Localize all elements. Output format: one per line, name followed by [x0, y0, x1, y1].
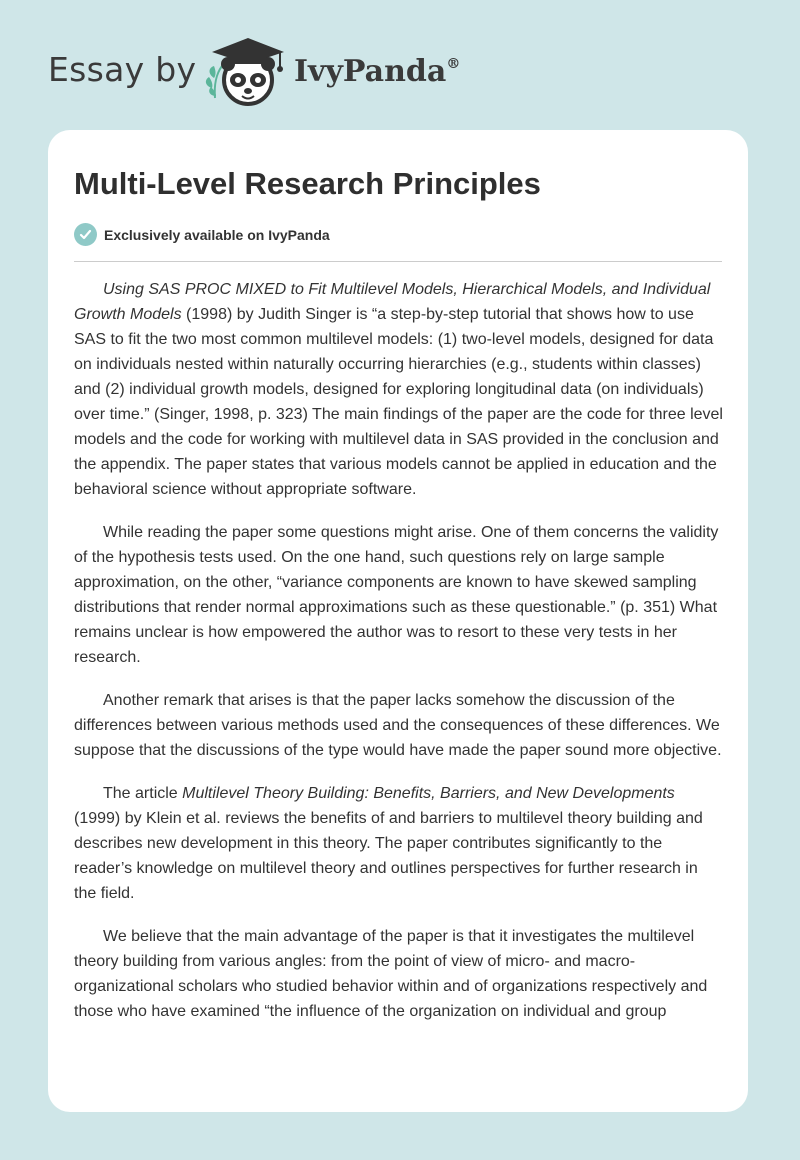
paragraph-4-text: (1999) by Klein et al. reviews the benefits of and barriers to multilevel theory building and describes new development in this theory. The paper contributes significantly to the reader’s knowledge on multilevel theory and outlines perspectives for further research in the field. — [74, 810, 703, 902]
paragraph-3: Another remark that arises is that the paper lacks somehow the discussion of the differences between various methods used and the consequences of these differences. We suppose that the discussions of the type would have made the paper sound more objective. — [74, 692, 722, 759]
paragraph-1 — [74, 277, 724, 502]
brand-prefix: Essay by — [48, 50, 197, 89]
panda-graduation-cap-logo-icon[interactable] — [200, 34, 292, 108]
paragraph-4 — [74, 781, 724, 906]
exclusive-badge — [74, 223, 330, 246]
divider — [74, 261, 722, 262]
paragraph-1-title: Using SAS PROC MIXED to Fit Multilevel Models, Hierarchical Models, and Individual Growth Models — [74, 281, 711, 323]
page-title: Multi-Level Research Principles — [74, 166, 541, 201]
badge-text: Exclusively available on IvyPanda — [104, 226, 330, 243]
registered-mark: ® — [446, 56, 461, 72]
paragraph-2: While reading the paper some questions might arise. One of them concerns the validity of the hypothesis tests used. On the one hand, such questions rely on large sample approximation, on the other, “variance components are known to have skewed sampling distributions that render normal approximations such as these questionable.” (p. 351) What remains unclear is how empowered the author was to resort to these very tests in her research. — [74, 524, 719, 666]
brand-name — [294, 54, 460, 89]
paragraph-1-text: (1998) by Judith Singer is “a step-by-step tutorial that shows how to use SAS to fit the two most common multilevel models: (1) two-level models, designed for data on individuals nested within naturally occurring hierarchies (e.g., students within classes) and (2) individual growth models, designed for exploring longitudinal data (on individuals) over time.” (Singer, 1998, p. 323) The main findings of the paper are the code for three level models and the code for working with multilevel data in SAS provided in the conclusion and the appendix. The paper states that various models cannot be applied in education and the behavioral science without appropriate software. — [74, 306, 723, 498]
paragraph-4-title: Multilevel Theory Building: Benefits, Barriers, and New Developments — [182, 785, 675, 802]
essay-card — [48, 130, 748, 1112]
paragraph-5: We believe that the main advantage of the paper is that it investigates the multilevel theory building from various angles: from the point of view of micro- and macro-organizational scholars who studied behavior within and of organizations respectively and those who have examined “the influence of the organization on individual and group — [74, 928, 708, 1020]
check-icon — [74, 223, 97, 246]
brand-name-text: IvyPanda — [294, 54, 447, 89]
essay-body — [74, 277, 724, 1042]
site-header — [0, 0, 800, 130]
paragraph-4-lead: The article — [103, 785, 183, 802]
